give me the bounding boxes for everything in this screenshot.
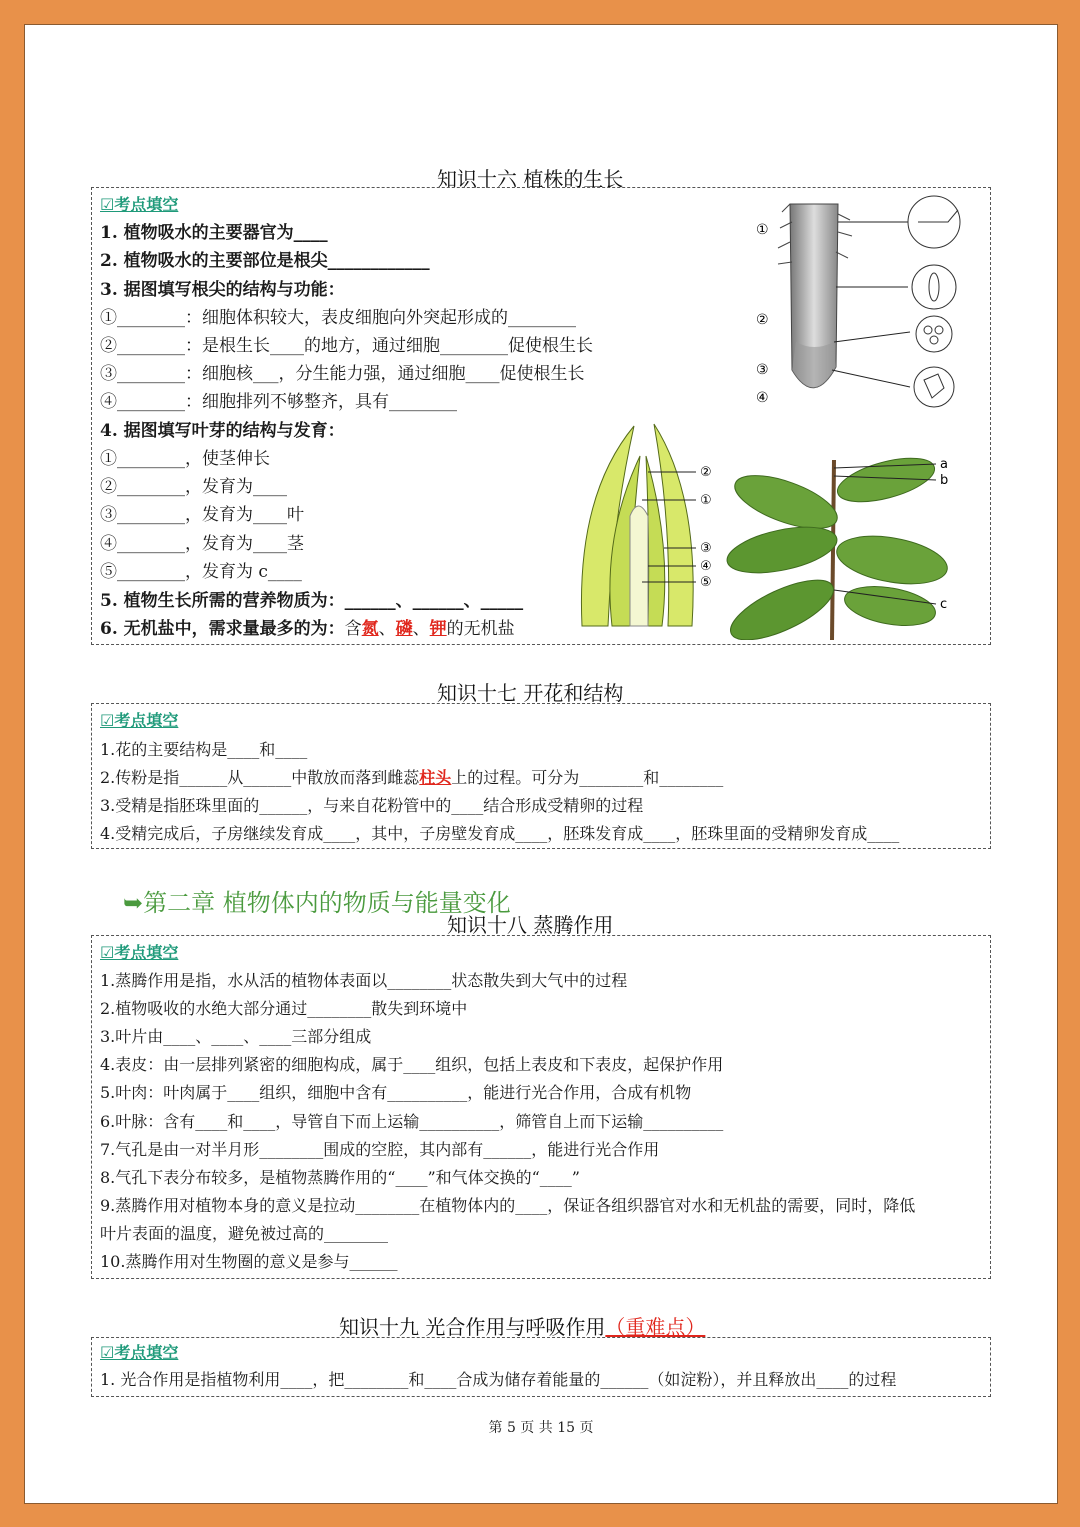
q18-4: 4.表皮：由一层排列紧密的细胞构成，属于____组织，包括上表皮和下表皮，起保护作用: [100, 1055, 724, 1074]
q16-4-2: ②________，发育为____: [100, 477, 287, 497]
nitrogen-answer: 氮: [361, 619, 379, 639]
q16-1: 1. 植物吸水的主要器官为____: [100, 223, 328, 243]
bud-label-3: ③: [700, 541, 712, 556]
section-title-19: 知识十九 光合作用与呼吸作用（重难点）: [339, 1315, 706, 1339]
q16-3: 3. 据图填写根尖的结构与功能：: [100, 280, 345, 300]
bud-label-2: ②: [700, 465, 712, 480]
section-box-18: [91, 935, 991, 1279]
bud-label-1: ①: [700, 493, 712, 508]
potassium-answer: 钾: [429, 619, 447, 639]
q16-6: 6. 无机盐中，需求量最多的为：含氮、磷、钾的无机盐: [100, 619, 515, 639]
bud-label-4: ④: [700, 559, 712, 574]
fill-blank-tag: ☑考点填空: [100, 943, 179, 962]
section-title-17: 知识十七 开花和结构: [437, 681, 624, 705]
section-box-16: [91, 187, 991, 645]
q16-4-3: ③________，发育为____叶: [100, 505, 304, 525]
q16-4: 4. 据图填写叶芽的结构与发育：: [100, 421, 345, 441]
stigma-answer: 柱头: [419, 768, 452, 787]
fill-blank-tag: ☑考点填空: [100, 195, 179, 214]
branch-label-c: c: [940, 597, 948, 612]
branch-label-a: a: [940, 457, 948, 472]
root-label-1: ①: [756, 222, 769, 238]
q18-7: 7.气孔是由一对半月形________围成的空腔，其内部有______，能进行光合作用: [100, 1140, 660, 1159]
chapter-heading: ➥第二章 植物体内的物质与能量变化: [123, 889, 511, 917]
q17-2: 2.传粉是指______从______中散放而落到雌蕊柱头上的过程。可分为________和________: [100, 768, 724, 787]
section-box-19: [91, 1337, 991, 1397]
q18-3: 3.叶片由____、____、____三部分组成: [100, 1027, 372, 1046]
q18-6: 6.叶脉：含有____和____，导管自下而上运输__________，筛管自上而下运输__________: [100, 1112, 724, 1131]
q16-4-5: ⑤________，发育为 c____: [100, 562, 302, 582]
q16-5: 5. 植物生长所需的营养物质为：______、______、_____: [100, 591, 524, 611]
section-title-16: 知识十六 植株的生长: [437, 167, 624, 191]
phosphorus-answer: 磷: [395, 619, 413, 639]
section-box-17: [91, 703, 991, 849]
q18-10: 10.蒸腾作用对生物圈的意义是参与______: [100, 1252, 398, 1271]
q18-1: 1.蒸腾作用是指，水从活的植物体表面以________状态散失到大气中的过程: [100, 971, 628, 990]
branch-label-b: b: [940, 473, 949, 488]
q18-8: 8.气孔下表分布较多，是植物蒸腾作用的“____”和气体交换的“____”: [100, 1168, 580, 1187]
q17-3: 3.受精是指胚珠里面的______，与来自花粉管中的____结合形成受精卵的过程: [100, 796, 644, 815]
q18-9a: 9.蒸腾作用对植物本身的意义是拉动________在植物体内的____，保证各组织器官对水和无机盐的需要，同时，降低: [100, 1196, 916, 1215]
section-title-18: 知识十八 蒸腾作用: [447, 913, 614, 937]
q16-4-4: ④________，发育为____茎: [100, 534, 304, 554]
q18-5: 5.叶肉：叶肉属于____组织，细胞中含有__________，能进行光合作用，合成有机物: [100, 1083, 692, 1102]
q18-2: 2.植物吸收的水绝大部分通过________散失到环境中: [100, 999, 468, 1018]
q16-3-2: ②________：是根生长____的地方，通过细胞________促使根生长: [100, 336, 593, 356]
q17-1: 1.花的主要结构是____和____: [100, 740, 308, 759]
q17-4: 4.受精完成后，子房继续发育成____，其中，子房壁发育成____，胚珠发育成____，胚珠里面的受精卵发育成____: [100, 824, 900, 843]
q19-1: 1. 光合作用是指植物利用____，把________和____合成为储存着能量的______（如淀粉），并且释放出____的过程: [100, 1370, 897, 1389]
q16-2: 2. 植物吸水的主要部位是根尖____________: [100, 251, 430, 271]
q16-3-3: ③________：细胞核___，分生能力强，通过细胞____促使根生长: [100, 364, 585, 384]
document-page: [24, 24, 1058, 1504]
root-tip-figure: [748, 192, 988, 412]
fill-blank-tag: ☑考点填空: [100, 1343, 179, 1362]
root-label-3: ③: [756, 362, 769, 378]
fill-blank-tag: ☑考点填空: [100, 711, 179, 730]
root-label-4: ④: [756, 390, 769, 406]
key-point-label: （重难点）: [605, 1315, 706, 1339]
branch-figure: [722, 440, 972, 640]
q16-4-1: ①________，使茎伸长: [100, 449, 270, 469]
page-footer: 第 5 页 共 15 页: [488, 1420, 594, 1436]
q16-3-1: ①________：细胞体积较大，表皮细胞向外突起形成的________: [100, 308, 576, 328]
q18-9b: 叶片表面的温度，避免被过高的________: [100, 1224, 389, 1243]
q16-3-4: ④________：细胞排列不够整齐，具有________: [100, 392, 457, 412]
bud-label-5: ⑤: [700, 575, 712, 590]
root-label-2: ②: [756, 312, 769, 328]
